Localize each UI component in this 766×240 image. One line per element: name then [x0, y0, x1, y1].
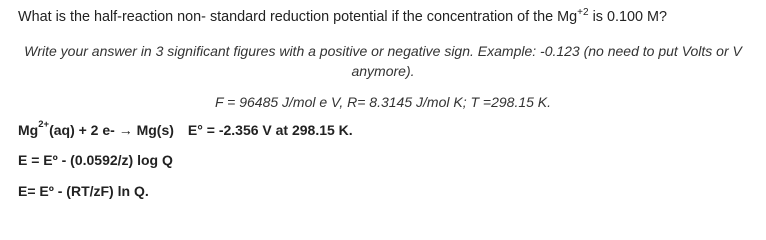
- nernst-equation-log: E = Eº - (0.0592/z) log Q: [18, 152, 173, 168]
- reactant-charge: 2+: [38, 119, 50, 130]
- question-text-after: is 0.100 M?: [588, 9, 667, 25]
- question-text-before: What is the half-reaction non- standard reduction potential if the concentration of the Mg: [18, 9, 578, 25]
- constants-line: F = 96485 J/mol e V, R= 8.3145 J/mol K; T =298.15 K.: [214, 94, 552, 110]
- reaction-rest: (aq) + 2 e- → Mg(s): [49, 122, 174, 138]
- reactant-species: Mg: [18, 122, 39, 138]
- answer-instruction: Write your answer in 3 significant figures with a positive or negative sign. Example: -0.123 (no need to put Volts or V anymore).: [24, 43, 742, 79]
- half-reaction: [18, 119, 353, 138]
- question-title: [18, 9, 667, 25]
- ion-charge-superscript: +2: [577, 7, 589, 18]
- standard-potential: E° = -2.356 V at 298.15 K.: [187, 122, 353, 138]
- nernst-equation-ln: E= Eº - (RT/zF) ln Q.: [18, 183, 149, 199]
